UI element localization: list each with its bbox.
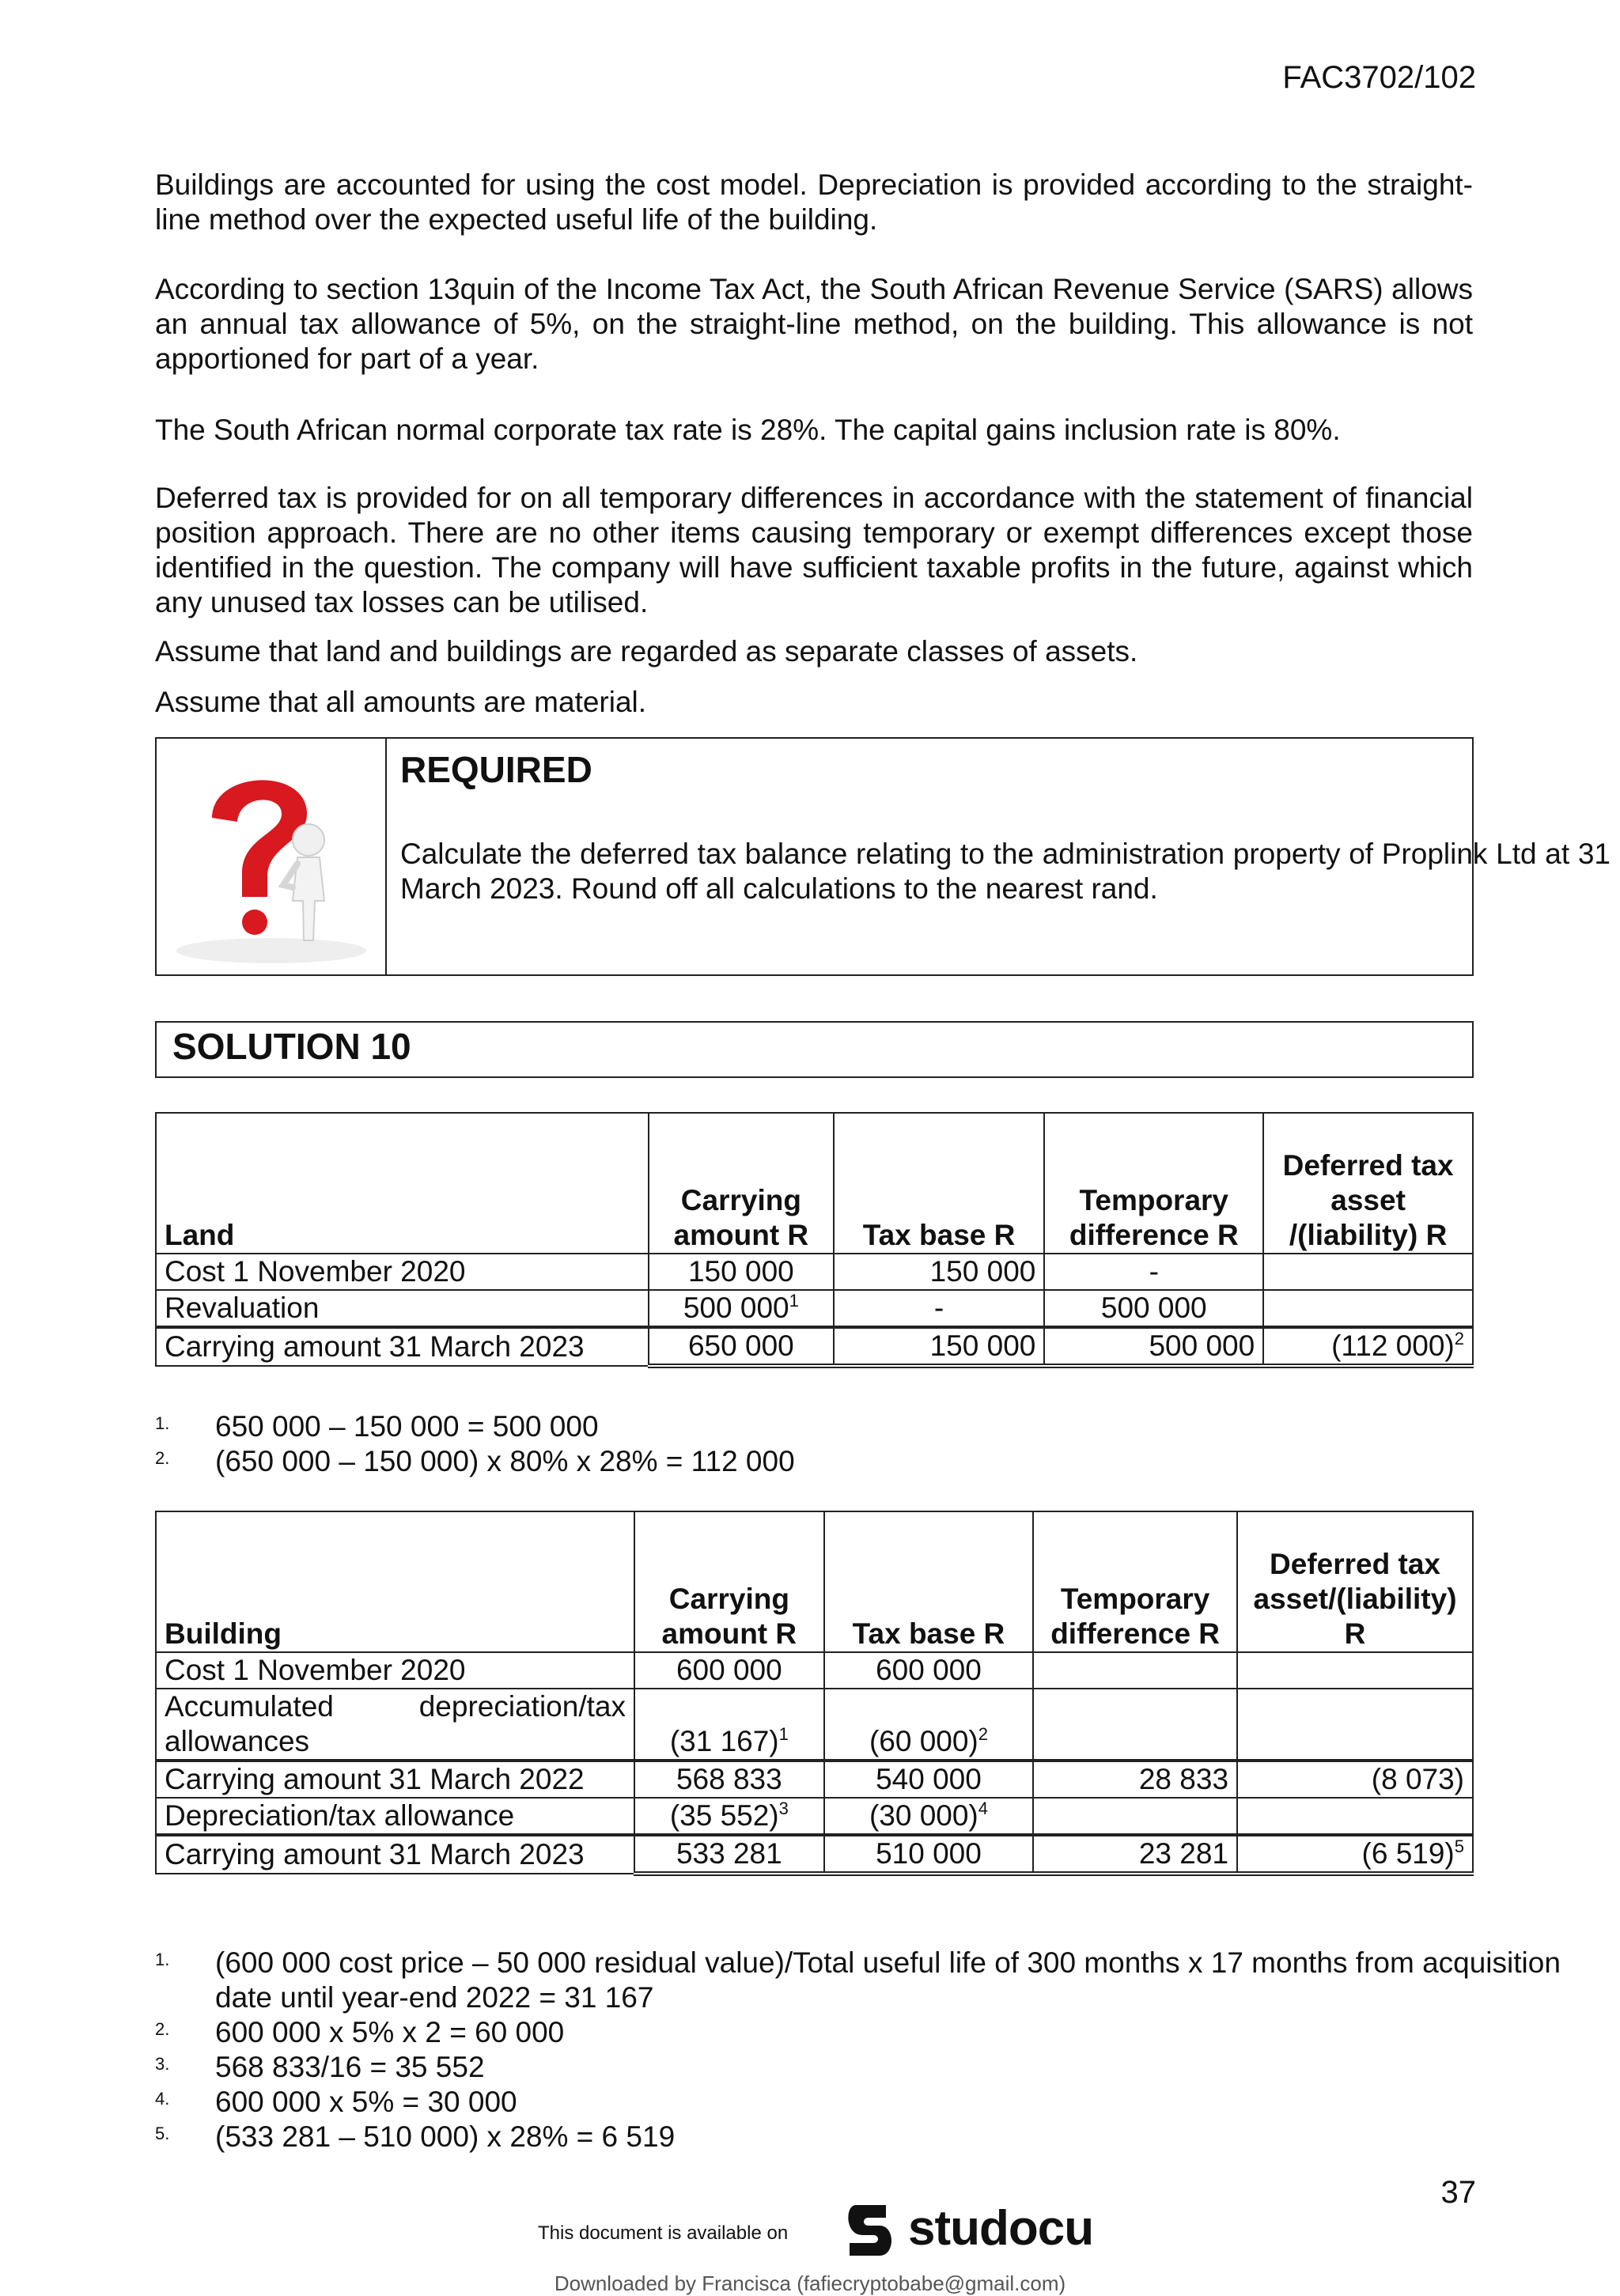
footnote-ref: 4	[978, 1799, 988, 1818]
solution-title: SOLUTION 10	[172, 1026, 411, 1067]
tax-base-cell: 540 000	[824, 1761, 1033, 1798]
deferred-tax-cell	[1237, 1798, 1473, 1835]
footnote-ref: 1	[778, 1724, 789, 1744]
required-box	[155, 737, 1611, 976]
tax-base-cell	[824, 1689, 1033, 1761]
footnote-ref: 2	[978, 1724, 988, 1744]
footnote-mark: 2.	[155, 1448, 170, 1468]
building-header-temporary-difference: Temporary difference R	[1033, 1511, 1237, 1652]
row-label: Carrying amount 31 March 2022	[156, 1761, 634, 1798]
value: (35 552)	[669, 1799, 779, 1832]
value: (30 000)	[869, 1799, 978, 1832]
footnote-text: 650 000 – 150 000 = 500 000	[215, 1410, 599, 1443]
temporary-difference-cell: 28 833	[1033, 1761, 1237, 1798]
footnote-mark: 5.	[155, 2124, 170, 2143]
footnote-text: 568 833/16 = 35 552	[215, 2051, 485, 2083]
paragraph-material: Assume that all amounts are material.	[155, 686, 647, 718]
building-footnote	[155, 1946, 1579, 2015]
studocu-brand[interactable]: studocu	[908, 2201, 1094, 2256]
land-header-tax-base: Tax base R	[834, 1113, 1045, 1254]
studocu-logo-icon[interactable]	[838, 2199, 902, 2262]
building-footnote	[155, 2085, 1579, 2120]
paragraph-cost-model: Buildings are accounted for using the cost model. Depreciation is provided according to the straight-line method over the expected useful life of the building.	[155, 168, 1473, 236]
deferred-tax-cell	[1263, 1327, 1473, 1366]
tax-base-cell: -	[834, 1290, 1045, 1327]
value: (6 519)	[1361, 1837, 1455, 1870]
land-footnote	[155, 1409, 1579, 1444]
land-header-label: Land	[156, 1113, 649, 1254]
page-number: 37	[1440, 2175, 1476, 2210]
footnote-ref: 2	[1454, 1329, 1464, 1348]
footnote-mark: 3.	[155, 2054, 170, 2074]
document-code: FAC3702/102	[1282, 60, 1476, 95]
paragraph-tax-rate: The South African normal corporate tax rate is 28%. The capital gains inclusion rate is 80%.	[155, 414, 1341, 446]
table-row	[156, 1761, 1473, 1798]
temporary-difference-cell	[1033, 1798, 1237, 1835]
row-label: Cost 1 November 2020	[156, 1652, 634, 1689]
land-footnote	[155, 1444, 1579, 1479]
carrying-amount-cell: 150 000	[649, 1254, 834, 1290]
land-table	[155, 1112, 1474, 1368]
deferred-tax-cell	[1263, 1254, 1473, 1290]
carrying-amount-cell: 568 833	[634, 1761, 824, 1798]
temporary-difference-cell: -	[1044, 1254, 1263, 1290]
building-header-row	[156, 1511, 1473, 1652]
row-label: Cost 1 November 2020	[156, 1254, 649, 1290]
tax-base-cell: 510 000	[824, 1835, 1033, 1874]
carrying-amount-cell	[634, 1689, 824, 1761]
carrying-amount-cell	[649, 1290, 834, 1327]
building-footnote	[155, 2015, 1579, 2050]
deferred-tax-cell	[1237, 1689, 1473, 1761]
value: 500 000	[683, 1292, 789, 1324]
building-header-tax-base: Tax base R	[824, 1511, 1033, 1652]
building-footnote	[155, 2120, 1579, 2154]
carrying-amount-cell: 650 000	[649, 1327, 834, 1366]
row-label: Carrying amount 31 March 2023	[156, 1327, 649, 1366]
value: (31 167)	[669, 1725, 779, 1757]
temporary-difference-cell	[1033, 1689, 1237, 1761]
value: (60 000)	[869, 1725, 978, 1757]
land-header-deferred-tax: Deferred tax asset /(liability) R	[1263, 1113, 1473, 1254]
footnote-mark: 1.	[155, 1950, 170, 1969]
required-title: REQUIRED	[400, 749, 592, 790]
footnote-text: (533 281 – 510 000) x 28% = 6 519	[215, 2120, 676, 2153]
table-row	[156, 1835, 1473, 1874]
value: (112 000)	[1331, 1330, 1455, 1362]
tax-base-cell: 150 000	[834, 1327, 1045, 1366]
footnote-ref: 3	[778, 1799, 789, 1818]
temporary-difference-cell: 500 000	[1044, 1327, 1263, 1366]
table-row	[156, 1327, 1473, 1366]
row-label: Accumulated depreciation/tax allowances	[156, 1689, 634, 1761]
table-row	[156, 1689, 1473, 1761]
land-header-temporary-difference: Temporary difference R	[1044, 1113, 1263, 1254]
required-text: Calculate the deferred tax balance relating to the administration property of Proplink Ltd at 31 March 2023. Round off all calculations to the nearest rand.	[400, 838, 1611, 905]
table-row	[156, 1798, 1473, 1835]
temporary-difference-cell: 23 281	[1033, 1835, 1237, 1874]
footnote-text: 600 000 x 5% x 2 = 60 000	[215, 2016, 565, 2048]
downloaded-by-text: Downloaded by Francisca (fafiecryptobabe@gmail.com)	[554, 2271, 1066, 2295]
footnote-ref: 1	[789, 1291, 799, 1311]
row-label: Carrying amount 31 March 2023	[156, 1835, 634, 1874]
building-header-carrying-amount: Carrying amount R	[634, 1511, 824, 1652]
paragraph-deferred-tax: Deferred tax is provided for on all temporary differences in accordance with the statement of financial position approach. There are no other items causing temporary or exempt differences except those identified in the question. The company will have sufficient taxable profits in the future, against which any unused tax losses can be utilised.	[155, 482, 1473, 618]
question-mark-figure-icon	[157, 739, 385, 976]
footnote-mark: 2.	[155, 2019, 170, 2039]
temporary-difference-cell: 500 000	[1044, 1290, 1263, 1327]
row-label: Depreciation/tax allowance	[156, 1798, 634, 1835]
footnote-text: 600 000 x 5% = 30 000	[215, 2086, 517, 2118]
tax-base-cell: 150 000	[834, 1254, 1045, 1290]
tax-base-cell: 600 000	[824, 1652, 1033, 1689]
deferred-tax-cell	[1237, 1652, 1473, 1689]
building-header-deferred-tax: Deferred tax asset/(liability) R	[1237, 1511, 1473, 1652]
footnote-mark: 1.	[155, 1413, 170, 1433]
land-header-row	[156, 1113, 1473, 1254]
footnote-text: (600 000 cost price – 50 000 residual value)/Total useful life of 300 months x 17 months from acquisition date until year-end 2022 = 31 167	[215, 1946, 1561, 2014]
table-row	[156, 1254, 1473, 1290]
building-footnote	[155, 2050, 1579, 2085]
table-row	[156, 1652, 1473, 1689]
building-header-label: Building	[156, 1511, 634, 1652]
paragraph-tax-allowance: According to section 13quin of the Income Tax Act, the South African Revenue Service (SARS) allows an annual tax allowance of 5%, on the straight-line method, on the building. This allowance is not apportioned for part of a year.	[155, 273, 1473, 375]
paragraph-asset-classes: Assume that land and buildings are regarded as separate classes of assets.	[155, 635, 1138, 668]
available-on-text: This document is available on	[538, 2222, 789, 2244]
deferred-tax-cell	[1237, 1835, 1473, 1874]
building-table	[155, 1511, 1474, 1876]
carrying-amount-cell	[634, 1798, 824, 1835]
table-row	[156, 1290, 1473, 1327]
deferred-tax-cell	[1263, 1290, 1473, 1327]
required-image-cell	[157, 739, 387, 974]
land-header-carrying-amount: Carrying amount R	[649, 1113, 834, 1254]
solution-box	[155, 1021, 1474, 1078]
temporary-difference-cell	[1033, 1652, 1237, 1689]
carrying-amount-cell: 600 000	[634, 1652, 824, 1689]
footnote-ref: 5	[1454, 1836, 1464, 1856]
footnote-text: (650 000 – 150 000) x 80% x 28% = 112 000	[215, 1445, 795, 1477]
row-label: Revaluation	[156, 1290, 649, 1327]
tax-base-cell	[824, 1798, 1033, 1835]
deferred-tax-cell: (8 073)	[1237, 1761, 1473, 1798]
footnote-mark: 4.	[155, 2089, 170, 2109]
carrying-amount-cell: 533 281	[634, 1835, 824, 1874]
